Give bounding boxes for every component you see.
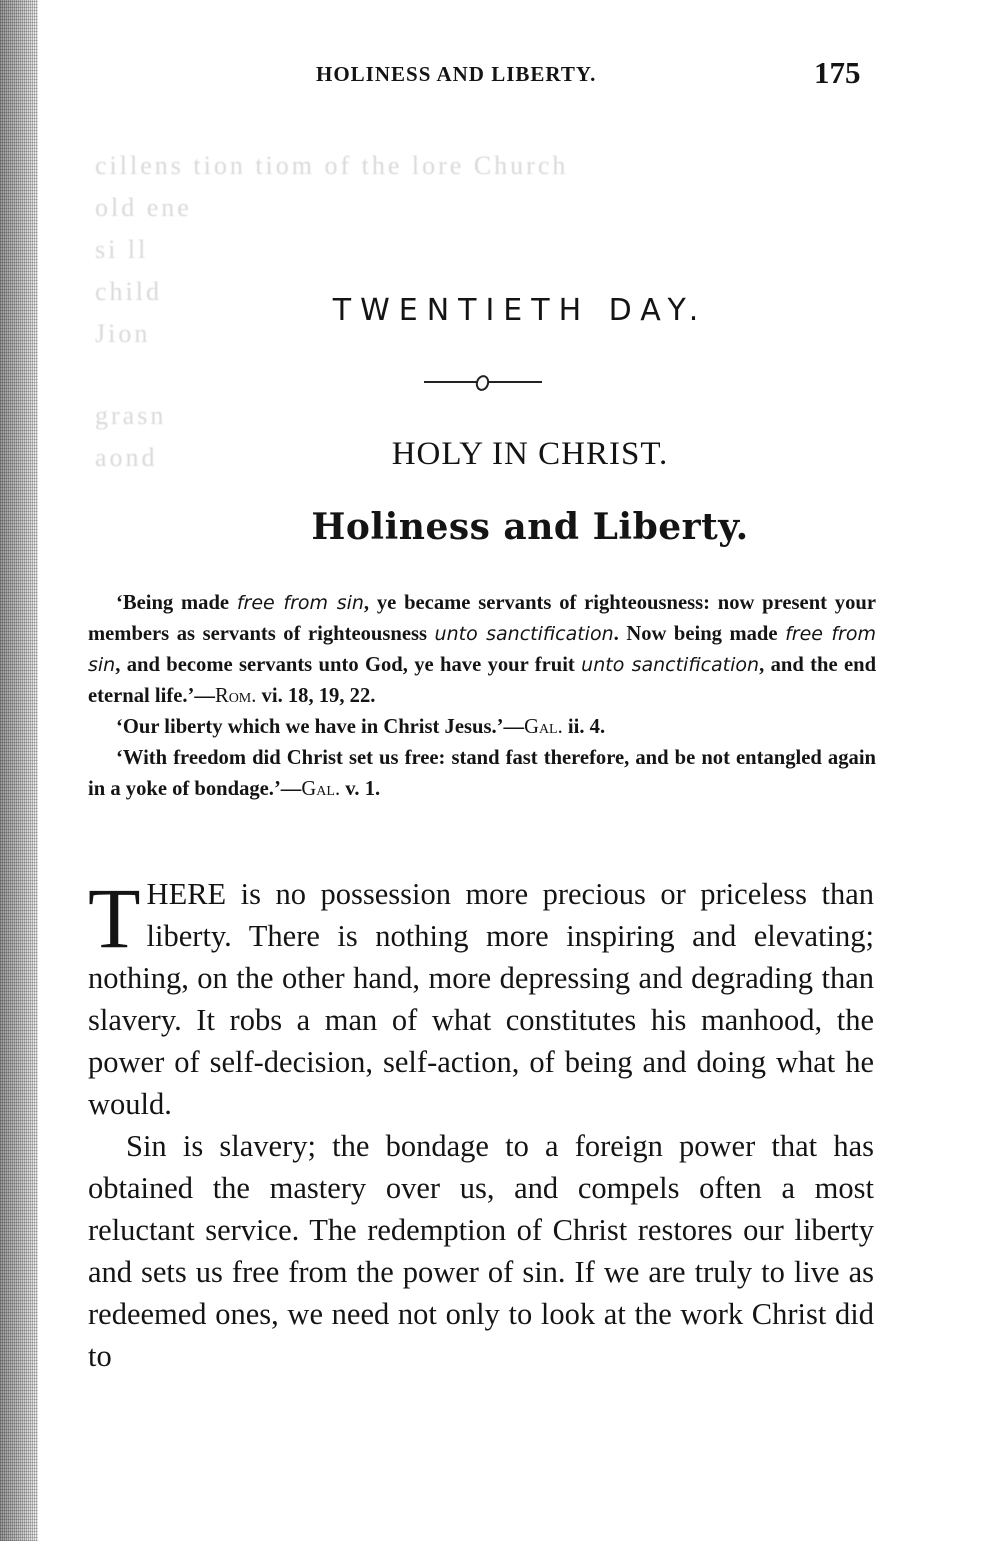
ghost-line: aond: [95, 443, 158, 472]
quote-emphasis: free from sin: [236, 592, 364, 614]
scripture-reference: Gal.: [301, 778, 341, 800]
quote-text: , ye became servants of righteousness: now present your members as servants of righteousness: [88, 592, 876, 645]
quote-text: ‘With freedom did Christ set us free: stand fast therefore, and be not entangled again in a yoke of bondage.’—: [88, 747, 876, 800]
quote-emphasis: unto sanctification: [434, 623, 614, 645]
ghost-line: grasn: [95, 401, 167, 430]
epigraph-quote-galatians-2: [88, 712, 876, 743]
blackletter-subtitle: Holiness and Liberty.: [311, 506, 749, 548]
running-head: HOLINESS AND LIBERTY.: [316, 62, 597, 86]
quote-text: , and the end eternal life.’—: [88, 654, 877, 707]
ghost-line: Jion: [95, 319, 151, 348]
topic-title: HOLY IN CHRIST.: [391, 436, 669, 472]
quote-emphasis: unto sanctification: [581, 654, 760, 676]
quote-text: . Now being made: [613, 623, 786, 645]
ghost-line: old ene: [95, 193, 192, 222]
epigraph-quote-galatians-5: [88, 743, 876, 805]
body-paragraph: Sin is slavery; the bondage to a foreign power that has obtained the mastery over us, and compels often a most reluctant service. The redemption of Christ restores our liberty and sets us free from the power of sin. If we are truly to live as redeemed ones, we need not only to look at the work Christ did to: [88, 1129, 874, 1373]
ghost-line: child: [95, 277, 162, 306]
scripture-reference: v. 1.: [340, 778, 381, 800]
quote-emphasis: free from sin: [88, 623, 876, 676]
scripture-reference: Gal.: [524, 716, 563, 738]
epigraph-quote-romans: [88, 588, 876, 712]
day-heading: TWENTIETH DAY.: [332, 293, 708, 328]
scripture-epigraph: [88, 588, 876, 805]
page-number: 175: [814, 55, 861, 90]
quote-text: ‘Our liberty which we have in Christ Jesus.’—: [116, 716, 525, 738]
scripture-reference: vi. 18, 19, 22.: [256, 685, 376, 707]
quote-text: , and become servants unto God, ye have your fruit: [115, 654, 582, 676]
drop-cap: T: [88, 870, 141, 966]
page-gutter-shadow: [0, 0, 38, 1541]
body-paragraph: [88, 870, 874, 1125]
paragraph-text: HERE is no possession more precious or priceless than liberty. There is nothing more inspiring and elevating; nothing, on the other hand, more depressing and degrading than slavery. It robs a man of what constitutes his manhood, the power of self-decision, self-action, of being and doing what he would.: [88, 877, 874, 1121]
ghost-line: si ll: [95, 235, 149, 264]
body-text: [88, 870, 874, 1377]
scripture-reference: Rom.: [214, 685, 257, 707]
scripture-reference: ii. 4.: [562, 716, 606, 738]
quote-text: ‘Being made: [116, 592, 237, 614]
ghost-line: cillens tion tiom of the lore Church: [95, 151, 569, 180]
